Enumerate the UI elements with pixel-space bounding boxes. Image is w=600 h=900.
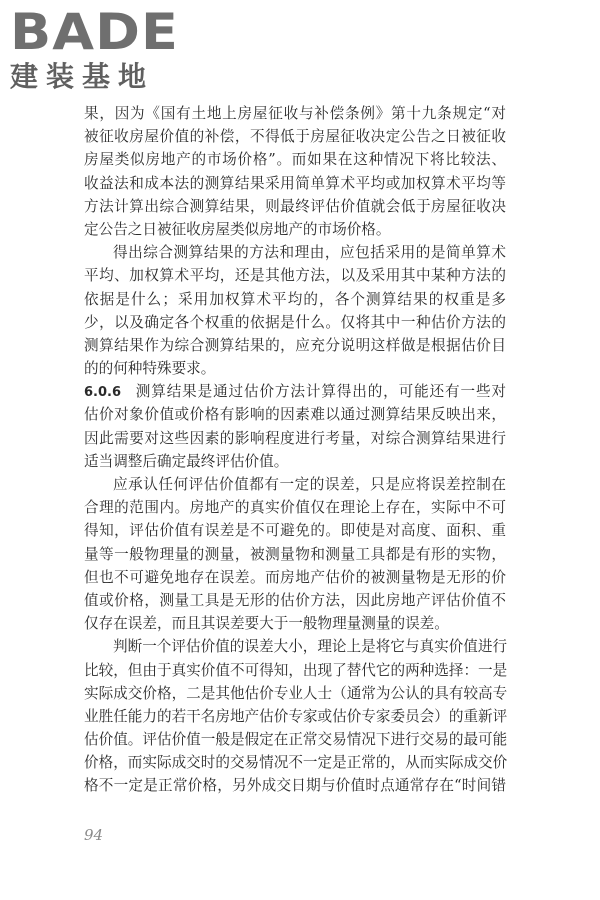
text-line xyxy=(84,473,506,496)
line-text: 果，因为《国有土地上房屋征收与补偿条例》第十九条规定“对 xyxy=(84,105,506,122)
text-line xyxy=(84,125,506,148)
line-text: 得出综合测算结果的方法和理由，应包括采用的是简单算术 xyxy=(113,244,506,262)
body-text xyxy=(84,102,506,798)
text-line xyxy=(84,403,506,426)
text-line xyxy=(84,774,506,797)
text-line xyxy=(84,148,506,171)
line-text: 仅存在误差，而且其误差要大于一般物理量测量的误差。 xyxy=(84,615,449,633)
text-line xyxy=(84,357,506,380)
line-text: 估价对象价值或价格有影响的因素难以通过测算结果反映出来， xyxy=(84,406,506,424)
text-line xyxy=(84,172,506,195)
line-text: 定公告之日被征收房屋类似房地产的市场价格。 xyxy=(84,220,391,238)
text-line xyxy=(84,218,506,241)
line-text: 平均、加权算术平均，还是其他方法，以及采用其中某种方法的 xyxy=(84,267,506,285)
line-text: 测算结果是通过估价方法计算得出的，可能还有一些对 xyxy=(135,383,506,401)
text-line xyxy=(84,427,506,450)
text-line xyxy=(84,496,506,519)
text-line xyxy=(84,519,506,542)
line-text: 比较，但由于真实价值不可得知，出现了替代它的两种选择：一是 xyxy=(84,661,508,679)
text-line xyxy=(84,543,506,566)
text-line xyxy=(84,288,506,311)
line-text: 少，以及确定各个权重的依据是什么。仅将其中一种估价方法的 xyxy=(84,313,506,331)
line-text: 被征收房屋价值的补偿，不得低于房屋征收决定公告之日被征收 xyxy=(84,128,506,146)
line-text: 格不一定是正常价格，另外成交日期与价值时点通常存在“时间错 xyxy=(84,777,506,795)
bade-logo xyxy=(10,3,180,98)
line-text: 适当调整后确定最终评估价值。 xyxy=(84,452,289,470)
text-line xyxy=(84,705,506,728)
line-text: 的的何种特殊要求。 xyxy=(84,360,216,378)
line-text: 价格，而实际成交时的交易情况不一定是正常的，从而实际成交价 xyxy=(84,754,508,772)
line-text: 判断一个评估价值的误差大小，理论上是将它与真实价值进行 xyxy=(113,638,508,656)
line-text: 估价值。评估价值一般是假定在正常交易情况下进行交易的最可能 xyxy=(84,731,508,749)
line-text: 房屋类似房地产的市场价格”。而如果在这种情况下将比较法、 xyxy=(84,151,506,169)
line-text: 方法计算出综合测算结果，则最终评估价值就会低于房屋征收决 xyxy=(84,197,506,215)
line-text: 收益法和成本法的测算结果采用简单算术平均或加权算术平均等 xyxy=(84,174,506,192)
text-line xyxy=(84,311,506,334)
text-line xyxy=(84,635,506,658)
section-number: 6.0.6 xyxy=(84,385,136,401)
logo-brand: BADE xyxy=(10,3,179,61)
text-line xyxy=(84,728,506,751)
text-line xyxy=(84,751,506,774)
text-line xyxy=(84,659,506,682)
line-text: 测算结果作为综合测算结果的，应充分说明这样做是根据估价目 xyxy=(84,336,506,354)
text-line xyxy=(84,334,506,357)
line-text: 合理的范围内。房地产的真实价值仅在理论上存在，实际中不可 xyxy=(84,499,506,517)
text-line xyxy=(84,102,506,125)
text-line xyxy=(84,380,506,403)
line-text: 但也不可避免地存在误差。而房地产估价的被测量物是无形的价 xyxy=(84,568,506,586)
line-text: 量等一般物理量的测量，被测量物和测量工具都是有形的实物， xyxy=(84,545,506,563)
logo-subtitle: 建装基地 xyxy=(10,60,155,93)
line-text: 值或价格，测量工具是无形的估价方法，因此房地产评估价值不 xyxy=(84,591,506,609)
text-line xyxy=(84,612,506,635)
text-line xyxy=(84,682,506,705)
text-line xyxy=(84,195,506,218)
line-text: 应承认任何评估价值都有一定的误差，只是应将误差控制在 xyxy=(113,476,506,493)
text-line xyxy=(84,450,506,473)
line-text: 因此需要对这些因素的影响程度进行考量，对综合测算结果进行 xyxy=(84,429,506,447)
text-line xyxy=(84,566,506,589)
text-line xyxy=(84,589,506,612)
line-text: 依据是什么；采用加权算术平均的，各个测算结果的权重是多 xyxy=(84,290,506,308)
text-line xyxy=(84,241,506,264)
line-text: 业胜任能力的若干名房地产估价专家或估价专家委员会）的重新评 xyxy=(84,707,508,725)
text-line xyxy=(84,264,506,287)
page-number: 94 xyxy=(84,826,104,844)
line-text: 得知，评估价值有误差是不可避免的。即使是对高度、面积、重 xyxy=(84,522,506,540)
line-text: 实际成交价格，二是其他估价专业人士（通常为公认的具有较高专 xyxy=(84,684,508,702)
